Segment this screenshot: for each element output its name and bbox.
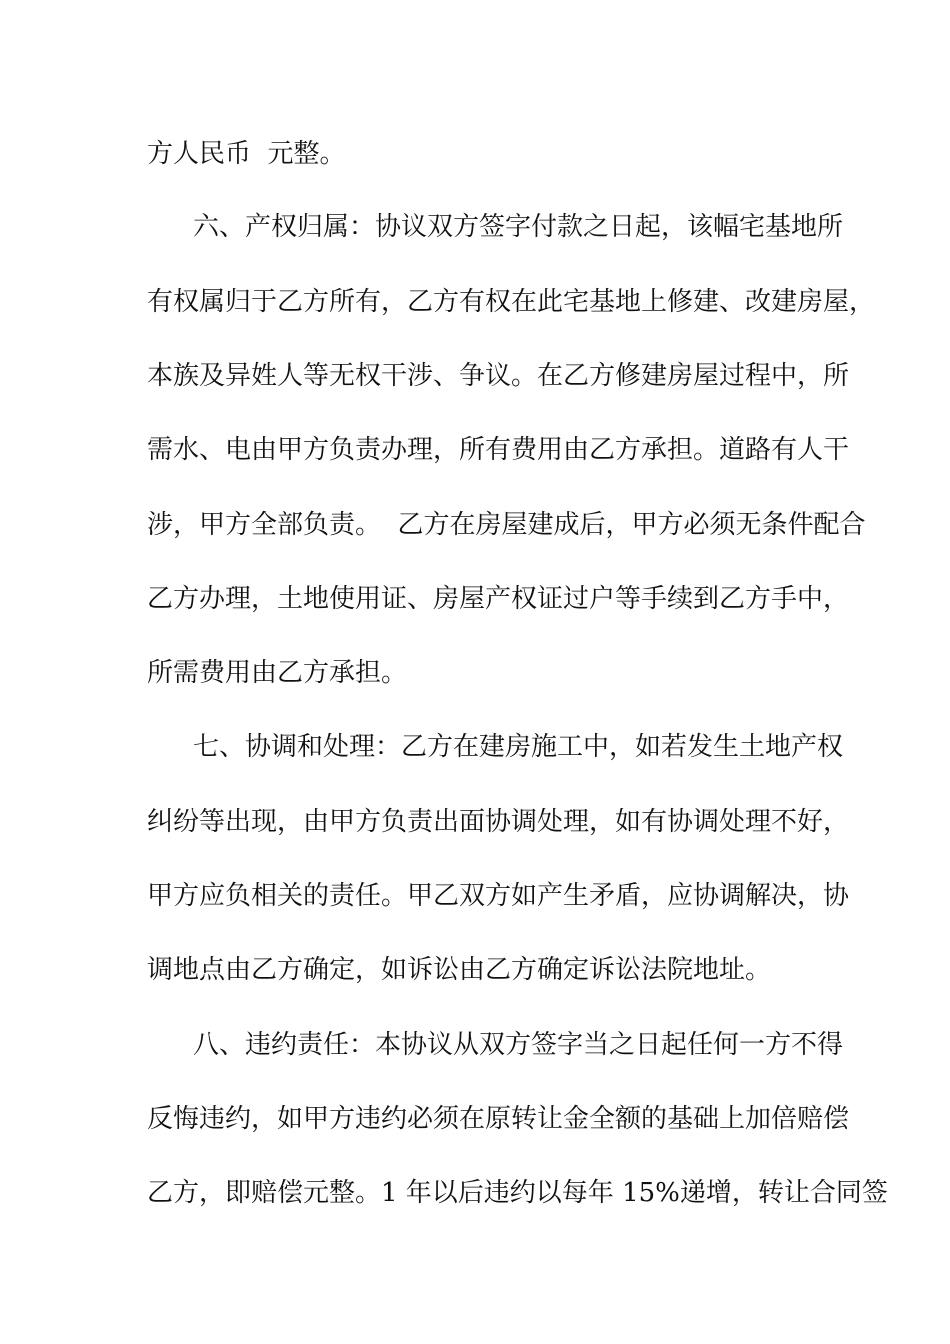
text-line: 所需费用由乙方承担。 bbox=[147, 658, 408, 688]
text-line: 乙方办理，土地使用证、房屋产权证过户等手续到乙方手中， bbox=[147, 584, 850, 614]
text-line: 涉，甲方全部负责。 乙方在房屋建成后，甲方必须无条件配合 bbox=[147, 510, 866, 540]
text-line: 乙方，即赔偿元整。1 年以后违约以每年 15%递增，转让合同签 bbox=[147, 1178, 888, 1208]
clause-8-heading-line: 八、违约责任：本协议从双方签字当之日起任何一方不得 bbox=[193, 1030, 844, 1060]
clause-6-heading-line: 六、产权归属：协议双方签字付款之日起，该幅宅基地所 bbox=[193, 212, 844, 242]
text-line: 纠纷等出现，由甲方负责出面协调处理，如有协调处理不好， bbox=[147, 807, 850, 837]
text-line: 需水、电由甲方负责办理，所有费用由乙方承担。道路有人干 bbox=[147, 435, 850, 465]
text-line: 本族及异姓人等无权干涉、争议。在乙方修建房屋过程中，所 bbox=[147, 361, 850, 391]
clause-7-heading-line: 七、协调和处理：乙方在建房施工中，如若发生土地产权 bbox=[193, 732, 844, 762]
text-line: 调地点由乙方确定，如诉讼由乙方确定诉讼法院地址。 bbox=[147, 955, 772, 985]
text-line: 甲方应负相关的责任。甲乙双方如产生矛盾，应协调解决，协 bbox=[147, 881, 850, 911]
text-line: 反悔违约，如甲方违约必须在原转让金全额的基础上加倍赔偿 bbox=[147, 1104, 850, 1134]
text-line: 有权属归于乙方所有，乙方有权在此宅基地上修建、改建房屋， bbox=[147, 287, 876, 317]
text-line: 方人民币 元整。 bbox=[147, 139, 346, 169]
